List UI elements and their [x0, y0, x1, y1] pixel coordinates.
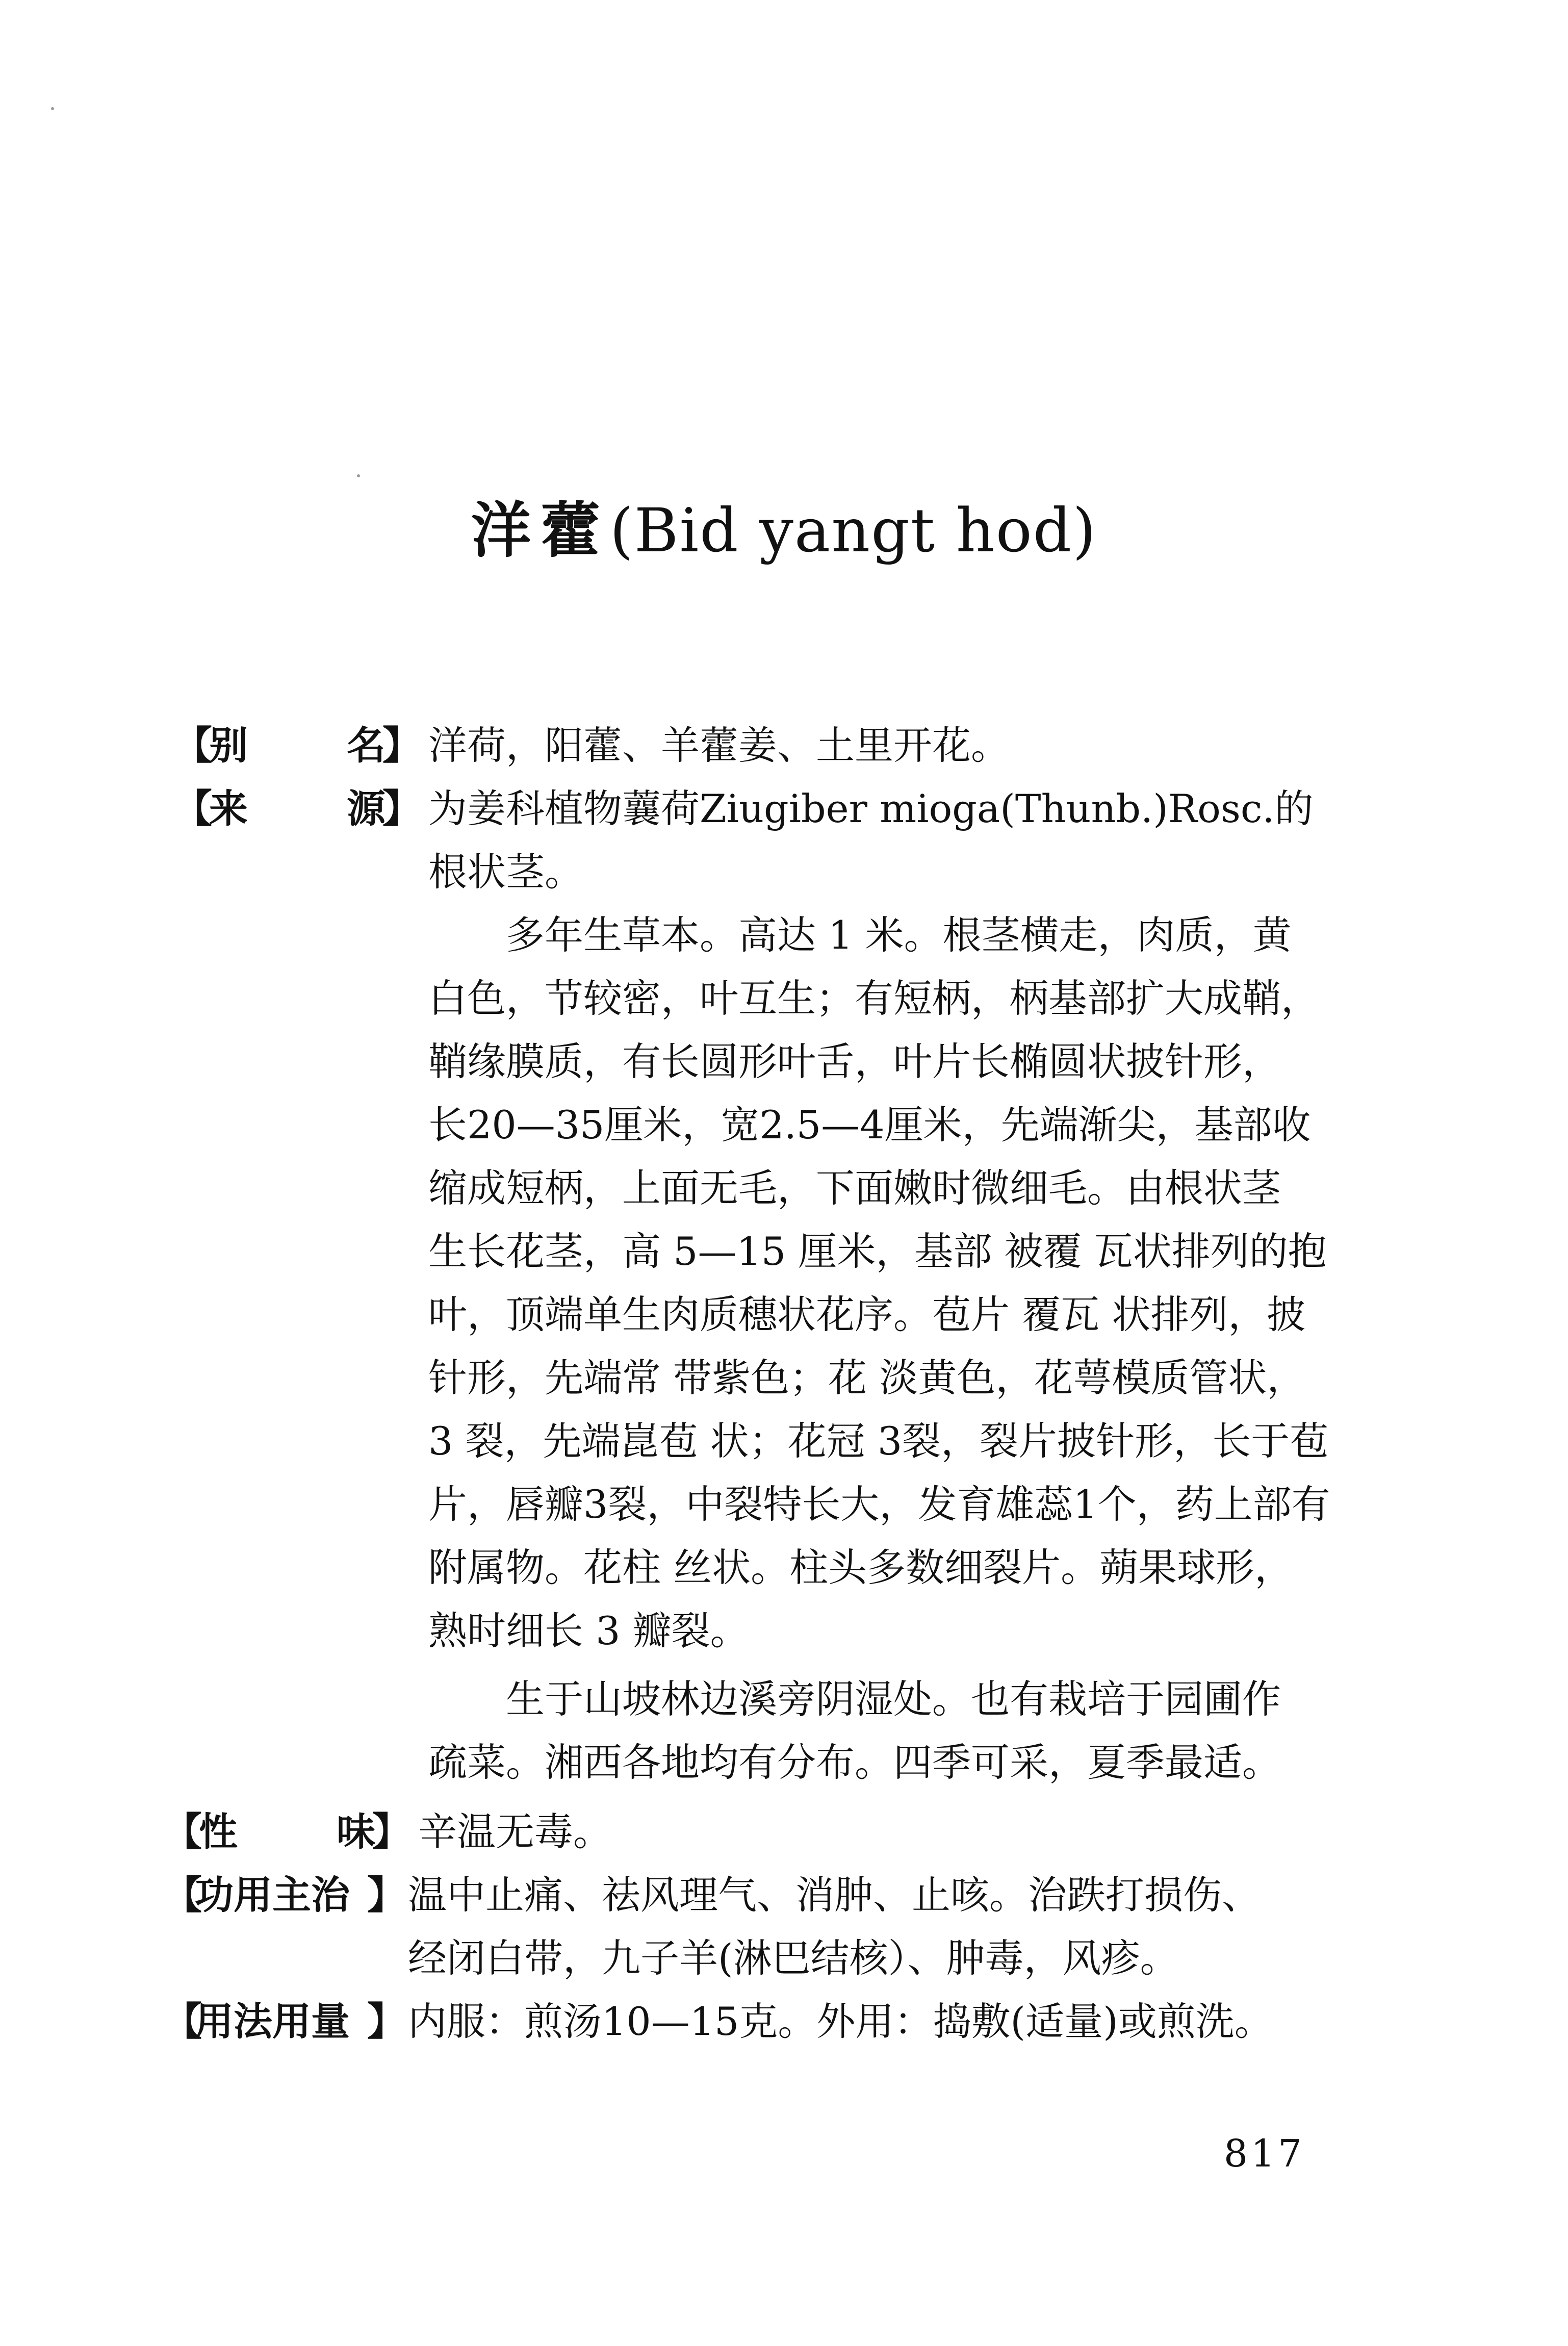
- habitat-line: 生于山坡林边溪旁阴湿处。也有栽培于园圃作: [506, 1676, 1281, 1722]
- description-line: 多年生草本。高达 1 米。根茎横走，肉质，黄: [506, 912, 1292, 958]
- description-line: 针形，先端常 带紫色；花 淡黄色，花萼模质管状，: [428, 1355, 1306, 1400]
- habitat-line: 疏菜。湘西各地均有分布。四季可采，夏季最适。: [428, 1740, 1281, 1785]
- description-paragraph: [428, 904, 1397, 1663]
- title-chinese: 洋藿: [471, 495, 610, 566]
- habitat-paragraph: [428, 1668, 1397, 1794]
- description-line: 附属物。花柱 丝状。柱头多数细裂片。蒴果球形，: [428, 1545, 1294, 1590]
- label-text: 功用主治: [195, 1872, 350, 1918]
- description-line: 生长花茎，高 5—15 厘米，基部 被覆 瓦状排列的抱: [428, 1229, 1327, 1274]
- description-line: 3 裂，先端崑苞 状；花冠 3裂，裂片披针形，长于苞: [428, 1418, 1329, 1464]
- page-number: 817: [1224, 2132, 1305, 2176]
- scan-speck: [357, 474, 360, 477]
- right-bracket: 】: [382, 723, 421, 768]
- description-line: 片，唇瓣3裂，中裂特长大，发育雄蕊1个，药上部有: [428, 1482, 1330, 1527]
- label-char: 味: [337, 1809, 375, 1854]
- right-bracket: 】: [367, 1999, 406, 2044]
- title-transliteration: (Bid yangt hod): [609, 495, 1097, 566]
- description-line: 熟时细长 3 瓣裂。: [428, 1608, 749, 1653]
- left-bracket: 【: [163, 1999, 202, 2044]
- source-line-1: 为姜科植物蘘荷Ziugiber mioga(Thunb.)Rosc.的: [428, 786, 1314, 831]
- label-char: 性: [199, 1809, 238, 1854]
- label-char: 来: [209, 786, 248, 831]
- right-bracket: 】: [382, 786, 421, 831]
- usage-text: 内服：煎汤10—15克。外用：捣敷(适量)或煎洗。: [408, 1999, 1273, 2044]
- page-title: [0, 490, 1568, 571]
- function-line-2: 经闭白带，九子羊(淋巴结核）、肿毒，风疹。: [408, 1935, 1179, 1981]
- description-line: 叶，顶端单生肉质穗状花序。苞片 覆瓦 状排列，披: [428, 1292, 1306, 1337]
- alias-text: 洋荷，阳藿、羊藿姜、土里开花。: [428, 723, 1010, 768]
- left-bracket: 【: [173, 786, 212, 831]
- description-line: 缩成短柄，上面无毛，下面嫩时微细毛。由根状茎: [428, 1165, 1281, 1211]
- label-text: 用法用量: [195, 1999, 350, 2044]
- nature-text: 辛温无毒。: [418, 1809, 612, 1854]
- left-bracket: 【: [173, 723, 212, 768]
- source-line-2: 根状茎。: [428, 849, 583, 895]
- scan-speck: [51, 107, 54, 110]
- label-char: 名: [347, 723, 385, 768]
- left-bracket: 【: [163, 1872, 202, 1918]
- right-bracket: 】: [372, 1809, 411, 1854]
- description-line: 长20—35厘米，宽2.5—4厘米，先端渐尖，基部收: [428, 1102, 1311, 1148]
- function-line-1: 温中止痛、祛风理气、消肿、止咳。治跌打损伤、: [408, 1872, 1261, 1918]
- description-line: 白色，节较密，叶互生；有短柄，柄基部扩大成鞘，: [428, 976, 1320, 1021]
- label-char: 源: [347, 786, 385, 831]
- label-char: 别: [209, 723, 248, 768]
- description-line: 鞘缘膜质，有长圆形叶舌，叶片长椭圆状披针形，: [428, 1039, 1281, 1084]
- left-bracket: 【: [163, 1809, 202, 1854]
- right-bracket: 】: [367, 1872, 406, 1918]
